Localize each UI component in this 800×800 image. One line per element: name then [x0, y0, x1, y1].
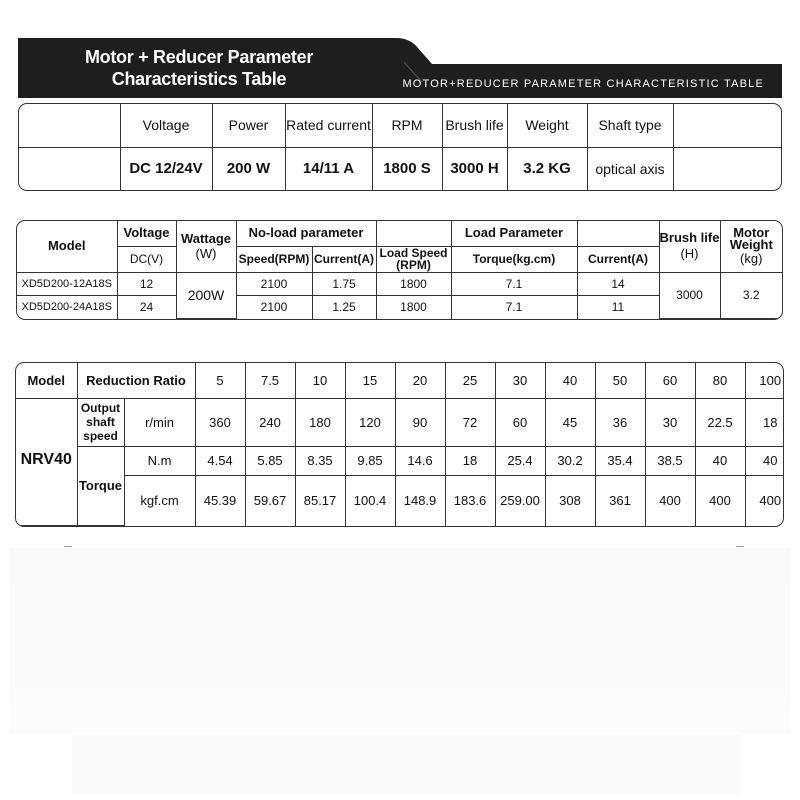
summary-blank-cell — [673, 104, 781, 147]
summary-value: 14/11 A — [285, 147, 372, 190]
torque-nm-cell: 5.85 — [245, 446, 295, 475]
header-blank — [577, 221, 659, 246]
divider-mark — [64, 546, 72, 547]
torque-nm-cell: 9.85 — [345, 446, 395, 475]
torque-nm-cell: 4.54 — [195, 446, 245, 475]
row-load-current: 11 — [577, 296, 659, 319]
speed-cell: 240 — [245, 398, 295, 446]
speed-cell: 30 — [645, 398, 695, 446]
speed-cell: 18 — [745, 398, 784, 446]
torque-kgf-cell: 148.9 — [395, 475, 445, 526]
summary-header: Brush life — [442, 104, 507, 147]
header-weight-unit: (kg) — [740, 251, 763, 267]
ratio-cell: 20 — [395, 363, 445, 398]
speed-cell: 120 — [345, 398, 395, 446]
table-row — [16, 446, 784, 475]
header-torque: Torque(kg.cm) — [451, 246, 577, 272]
row-current: 1.75 — [312, 272, 376, 296]
header-model: Model — [16, 363, 77, 398]
unit-nm: N.m — [124, 446, 195, 475]
blank-area — [72, 735, 740, 795]
torque-nm-cell: 18 — [445, 446, 495, 475]
row-torque: 7.1 — [451, 296, 577, 319]
wattage-value: 200W — [176, 272, 236, 319]
torque-nm-cell: 14.6 — [395, 446, 445, 475]
model-parameter-table — [16, 220, 783, 320]
summary-value: optical axis — [587, 147, 673, 190]
torque-kgf-cell: 100.4 — [345, 475, 395, 526]
speed-cell: 72 — [445, 398, 495, 446]
summary-table — [18, 103, 782, 191]
ratio-cell: 60 — [645, 363, 695, 398]
speed-cell: 36 — [595, 398, 645, 446]
header-motor-weight — [720, 221, 782, 272]
summary-value: DC 12/24V — [120, 147, 212, 190]
torque-kgf-cell: 400 — [695, 475, 745, 526]
banner-title-line2: Characteristics Table — [111, 69, 287, 89]
ratio-cell: 30 — [495, 363, 545, 398]
summary-header: Rated current — [285, 104, 372, 147]
torque-nm-cell: 30.2 — [545, 446, 595, 475]
table-row — [16, 475, 784, 526]
torque-kgf-cell: 45.39 — [195, 475, 245, 526]
header-weight-label: Motor Weight — [729, 225, 773, 253]
ratio-cell: 5 — [195, 363, 245, 398]
torque-kgf-cell: 308 — [545, 475, 595, 526]
torque-nm-cell: 35.4 — [595, 446, 645, 475]
summary-header: RPM — [372, 104, 442, 147]
header-brush-life — [659, 221, 720, 272]
speed-cell: 90 — [395, 398, 445, 446]
unit-kgf: kgf.cm — [124, 475, 195, 526]
summary-blank-cell — [19, 104, 120, 147]
header-wattage-label: Wattage — [180, 230, 232, 246]
header-speed: Speed(RPM) — [236, 246, 312, 272]
header-load-speed: Load Speed (RPM) — [376, 246, 451, 272]
torque-kgf-cell: 400 — [745, 475, 784, 526]
summary-header: Shaft type — [587, 104, 673, 147]
summary-blank-cell — [19, 147, 120, 190]
summary-blank-cell — [673, 147, 781, 190]
ratio-cell: 7.5 — [245, 363, 295, 398]
torque-kgf-cell: 85.17 — [295, 475, 345, 526]
header-model: Model — [17, 221, 117, 272]
summary-value: 3.2 KG — [507, 147, 587, 190]
table-row — [17, 272, 782, 296]
speed-cell: 45 — [545, 398, 595, 446]
row-model: XD5D200-24A18S — [17, 296, 117, 319]
ratio-cell: 50 — [595, 363, 645, 398]
header-noload: No-load parameter — [236, 221, 376, 246]
ratio-cell: 40 — [545, 363, 595, 398]
header-blank — [376, 221, 451, 246]
banner-title — [44, 46, 354, 90]
row-torque: 7.1 — [451, 272, 577, 296]
ratio-cell: 80 — [695, 363, 745, 398]
header-voltage: Voltage — [117, 221, 176, 246]
torque-kgf-cell: 361 — [595, 475, 645, 526]
header-voltage-unit: DC(V) — [117, 246, 176, 272]
ratio-cell: 100 — [745, 363, 784, 398]
torque-nm-cell: 8.35 — [295, 446, 345, 475]
row-voltage: 24 — [117, 296, 176, 319]
model-value: NRV40 — [16, 398, 77, 526]
header-brush-label: Brush life — [659, 230, 720, 246]
torque-kgf-cell: 59.67 — [245, 475, 295, 526]
summary-value: 1800 S — [372, 147, 442, 190]
summary-header: Power — [212, 104, 285, 147]
unit-rmin: r/min — [124, 398, 195, 446]
blank-area — [10, 548, 790, 733]
torque-kgf-cell: 259.00 — [495, 475, 545, 526]
torque-nm-cell: 40 — [695, 446, 745, 475]
speed-cell: 360 — [195, 398, 245, 446]
summary-header: Weight — [507, 104, 587, 147]
header-load: Load Parameter — [451, 221, 577, 246]
header-output-shaft-speed: Output shaft speed — [77, 398, 124, 446]
row-load-current: 14 — [577, 272, 659, 296]
header-banner — [18, 38, 782, 98]
row-model: XD5D200-12A18S — [17, 272, 117, 296]
speed-cell: 180 — [295, 398, 345, 446]
row-speed: 2100 — [236, 272, 312, 296]
row-current: 1.25 — [312, 296, 376, 319]
summary-header: Voltage — [120, 104, 212, 147]
header-current: Current(A) — [312, 246, 376, 272]
torque-kgf-cell: 400 — [645, 475, 695, 526]
header-reduction-ratio: Reduction Ratio — [77, 363, 195, 398]
torque-nm-cell: 25.4 — [495, 446, 545, 475]
table-row — [16, 398, 784, 446]
speed-cell: 60 — [495, 398, 545, 446]
summary-value: 200 W — [212, 147, 285, 190]
torque-nm-cell: 38.5 — [645, 446, 695, 475]
row-load-speed: 1800 — [376, 296, 451, 319]
header-wattage — [176, 221, 236, 272]
banner-subtitle: MOTOR+REDUCER PARAMETER CHARACTERISTIC TABLE — [402, 78, 764, 90]
row-speed: 2100 — [236, 296, 312, 319]
divider-mark — [736, 546, 744, 547]
torque-kgf-cell: 183.6 — [445, 475, 495, 526]
row-load-speed: 1800 — [376, 272, 451, 296]
header-load-current: Current(A) — [577, 246, 659, 272]
speed-cell: 22.5 — [695, 398, 745, 446]
reducer-ratio-table — [15, 362, 784, 527]
banner-title-line1: Motor + Reducer Parameter — [84, 47, 314, 67]
ratio-cell: 15 — [345, 363, 395, 398]
torque-nm-cell: 40 — [745, 446, 784, 475]
header-wattage-unit: (W) — [195, 245, 217, 261]
motor-weight-value: 3.2 — [720, 272, 782, 319]
header-torque: Torque — [77, 446, 124, 526]
summary-value: 3000 H — [442, 147, 507, 190]
ratio-cell: 10 — [295, 363, 345, 398]
ratio-cell: 25 — [445, 363, 495, 398]
header-brush-unit: (H) — [680, 246, 699, 262]
brush-life-value: 3000 — [659, 272, 720, 319]
row-voltage: 12 — [117, 272, 176, 296]
